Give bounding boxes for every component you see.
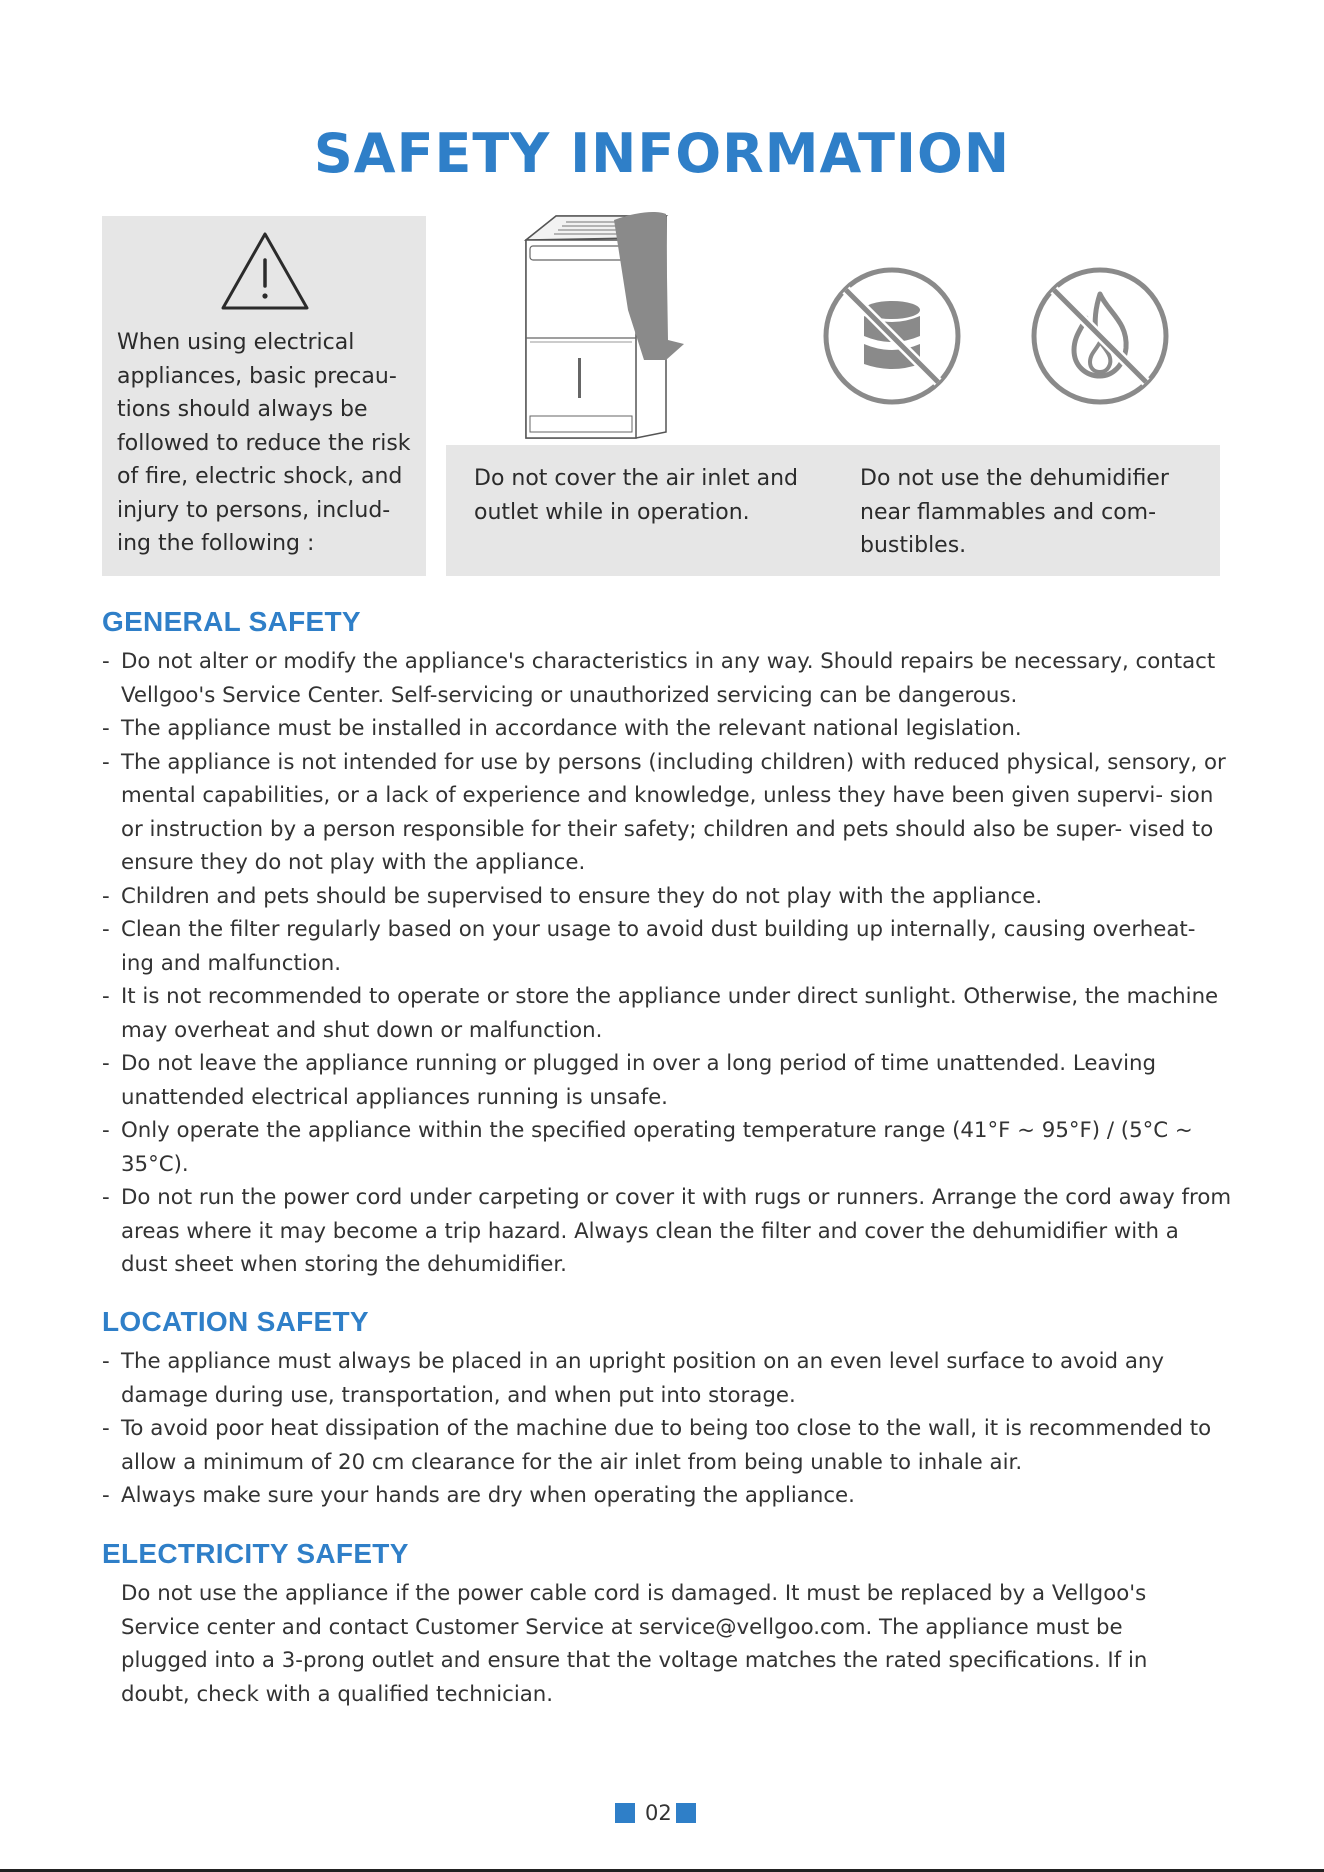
list-item-text: To avoid poor heat dissipation of the machine due to being too close to the wall, it is recommended to allow a minimum of 20 cm clearance for the air inlet from being unable to inhale air. — [121, 1416, 1212, 1475]
list-item — [102, 1181, 1232, 1282]
list-item — [102, 880, 1232, 914]
no-fire-icon — [1030, 266, 1170, 406]
list-item — [102, 712, 1232, 746]
warning-box — [102, 216, 426, 576]
dash-bullet: - — [102, 1483, 110, 1508]
location-safety-heading: LOCATION SAFETY — [102, 1306, 369, 1337]
list-item — [102, 746, 1232, 880]
list-item — [102, 1047, 1232, 1114]
list-item-text: The appliance is not intended for use by persons (including children) with reduced physical, sensory, or mental capabilities, or a lack of experience and knowledge, unless they have been given supervi- sion or instruction by a person responsible for their safety; children and pets should also be super- vised to ensure they do not play with the appliance. — [121, 749, 1226, 875]
page-footer — [615, 1801, 696, 1825]
electricity-safety-text: Do not use the appliance if the power cable cord is damaged. It must be replaced by a Vellgoo's Service center and contact Customer Service at service@vellgoo.com. The appliance must be plugged into a 3-prong outlet and ensure that the voltage matches the rated specifications. If in doubt, check with a qualified technician. — [121, 1581, 1148, 1707]
dash-bullet: - — [102, 749, 110, 775]
list-item — [102, 645, 1232, 712]
dash-bullet: - — [102, 649, 110, 674]
list-item-text: The appliance must be installed in accordance with the relevant national legislation. — [121, 716, 1022, 741]
caption-air-inlet: Do not cover the air inlet and outlet while in operation. — [474, 466, 799, 525]
warning-triangle-icon — [219, 230, 311, 312]
no-combustibles-icon — [822, 266, 962, 406]
caption-flammables: Do not use the dehumidifier near flammables and com- bustibles. — [860, 466, 1169, 558]
location-safety-list — [102, 1345, 1232, 1513]
dash-bullet: - — [102, 1118, 110, 1143]
list-item — [102, 913, 1232, 980]
electricity-safety-heading: ELECTRICITY SAFETY — [102, 1538, 409, 1569]
square-icon — [615, 1803, 635, 1823]
list-item-text: Only operate the appliance within the specified operating temperature range (41°F ~ 95°F) / (5°C ~ 35°C). — [121, 1118, 1193, 1177]
list-item — [102, 1345, 1232, 1412]
list-item-text: Do not run the power cord under carpeting or cover it with rugs or runners. Arrange the cord away from areas where it may become a trip hazard. Always clean the filter and cover the dehumidifier with a dust sheet when storing the dehumidifier. — [121, 1185, 1232, 1277]
list-item-text: It is not recommended to operate or store the appliance under direct sunlight. Otherwise, the machine may overheat and shut down or malfunction. — [121, 984, 1219, 1043]
page-title: SAFETY INFORMATION — [313, 122, 1011, 185]
list-item-text: Always make sure your hands are dry when operating the appliance. — [121, 1483, 855, 1508]
warning-text: When using electrical appliances, basic precau- tions should always be followed to reduce the risk of fire, electric shock, and injury to persons, includ- ing the following : — [117, 330, 411, 556]
dash-bullet: - — [102, 883, 110, 909]
dash-bullet: - — [102, 1185, 110, 1210]
general-safety-heading: GENERAL SAFETY — [102, 606, 361, 637]
list-item-text: Clean the filter regularly based on your usage to avoid dust building up internally, causing overheat- ing and malfunction. — [121, 917, 1196, 976]
dash-bullet: - — [102, 716, 110, 741]
caption-bar — [446, 445, 1220, 576]
list-item-text: Do not leave the appliance running or plugged in over a long period of time unattended. Leaving unattended electrical appliances running is unsafe. — [121, 1051, 1157, 1110]
list-item — [102, 1412, 1232, 1479]
dash-bullet: - — [102, 1349, 110, 1374]
dash-bullet: - — [102, 917, 110, 942]
list-item-text: The appliance must always be placed in an upright position on an even level surface to avoid any damage during use, transportation, and when put into storage. — [121, 1349, 1164, 1408]
square-icon — [676, 1803, 696, 1823]
list-item — [102, 1479, 1232, 1513]
dash-bullet: - — [102, 1051, 110, 1076]
dash-bullet: - — [102, 1416, 110, 1441]
general-safety-list — [102, 645, 1232, 1282]
list-item-text: Do not alter or modify the appliance's characteristics in any way. Should repairs be necessary, contact Vellgoo's Service Center. Self-servicing or unauthorized servicing can be dangerous. — [121, 649, 1216, 708]
dehumidifier-covered-image — [516, 210, 690, 440]
page-number: 02 — [645, 1801, 672, 1825]
list-item — [102, 1114, 1232, 1181]
list-item-text: Children and pets should be supervised to ensure they do not play with the appliance. — [121, 883, 1043, 909]
list-item — [102, 980, 1232, 1047]
dash-bullet: - — [102, 984, 110, 1009]
